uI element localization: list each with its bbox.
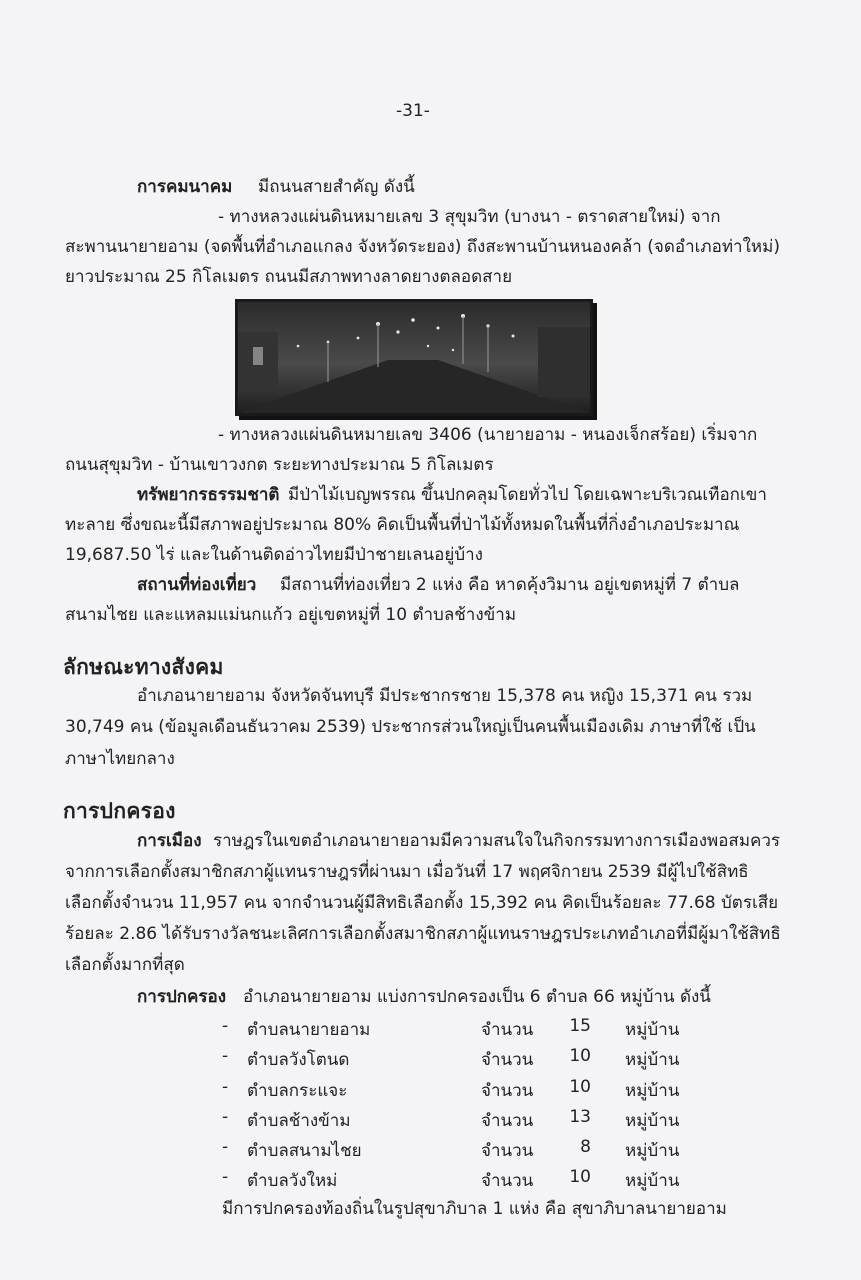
count-label: จำนวน: [481, 1020, 534, 1040]
politics-line2: จากการเลือกตั้งสมาชิกสภาผู้แทนราษฎรที่ผ่านมา เมื่อวันที่ 17 พฤศจิกายน 2539 มีผู้ไปใช้สิทธิ: [65, 862, 749, 882]
unit-label: หมู่บ้าน: [625, 1111, 680, 1131]
unit-label: หมู่บ้าน: [625, 1141, 680, 1161]
subdistrict-name: ตำบลวังใหม่: [247, 1171, 338, 1191]
subdistrict-name: ตำบลนายายอาม: [247, 1020, 371, 1040]
unit-label: หมู่บ้าน: [625, 1171, 680, 1191]
road2-line2: ถนนสุขุมวิท - บ้านเขาวงกต ระยะทางประมาณ 5 กิโลเมตร: [65, 455, 494, 475]
tourism-line1: มีสถานที่ท่องเที่ยว 2 แห่ง คือ หาดคุ้งวิมาน อยู่เขตหมู่ที่ 7 ตำบล: [280, 575, 740, 595]
social-heading: ลักษณะทางสังคม: [63, 655, 224, 679]
bullet-dash: -: [222, 1046, 229, 1066]
transport-heading: การคมนาคม: [137, 177, 233, 197]
subdistrict-name: ตำบลสนามไชย: [247, 1141, 362, 1161]
count-label: จำนวน: [481, 1050, 534, 1070]
social-line1: อำเภอนายายอาม จังหวัดจันทบุรี มีประชากรชาย 15,378 คน หญิง 15,371 คน รวม: [137, 686, 753, 706]
road1-line1: - ทางหลวงแผ่นดินหมายเลข 3 สุขุมวิท (บางนา - ตราดสายใหม่) จาก: [218, 207, 721, 227]
road-photo-image: [238, 302, 590, 413]
village-count: 15: [569, 1016, 591, 1036]
village-count: 8: [580, 1137, 591, 1157]
tourism-line2: สนามไชย และแหลมแม่นกแก้ว อยู่เขตหมู่ที่ 10 ตำบลช้างข้าม: [65, 605, 517, 625]
road-night-photo: [235, 299, 593, 416]
politics-line1: ราษฎรในเขตอำเภอนายายอามมีความสนใจในกิจกรรมทางการเมืองพอสมควร: [213, 831, 781, 851]
page-number: -31-: [396, 101, 430, 121]
subdistrict-name: ตำบลกระแจะ: [247, 1081, 348, 1101]
admin-heading: การปกครอง: [137, 987, 227, 1007]
bullet-dash: -: [222, 1167, 229, 1187]
village-count: 10: [569, 1046, 591, 1066]
politics-line3: เลือกตั้งจำนวน 11,957 คน จากจำนวนผู้มีสิทธิเลือกตั้ง 15,392 คน คิดเป็นร้อยละ 77.68 บัตรเสีย: [65, 893, 779, 913]
subdistrict-name: ตำบลวังโตนด: [247, 1050, 350, 1070]
unit-label: หมู่บ้าน: [625, 1020, 680, 1040]
count-label: จำนวน: [481, 1141, 534, 1161]
bullet-dash: -: [222, 1077, 229, 1097]
unit-label: หมู่บ้าน: [625, 1050, 680, 1070]
transport-intro: มีถนนสายสำคัญ ดังนี้: [258, 177, 415, 197]
village-count: 10: [569, 1077, 591, 1097]
social-line3: ภาษาไทยกลาง: [65, 749, 175, 769]
road1-line3: ยาวประมาณ 25 กิโลเมตร ถนนมีสภาพทางลาดยางตลอดสาย: [65, 267, 513, 287]
count-label: จำนวน: [481, 1171, 534, 1191]
subdistrict-name: ตำบลช้างข้าม: [247, 1111, 351, 1131]
count-label: จำนวน: [481, 1111, 534, 1131]
village-count: 10: [569, 1167, 591, 1187]
social-line2: 30,749 คน (ข้อมูลเดือนธันวาคม 2539) ประชากรส่วนใหญ่เป็นคนพื้นเมืองเดิม ภาษาที่ใช้ เป็น: [65, 717, 756, 737]
unit-label: หมู่บ้าน: [625, 1081, 680, 1101]
politics-heading: การเมือง: [137, 831, 202, 851]
admin-intro: อำเภอนายายอาม แบ่งการปกครองเป็น 6 ตำบล 66 หมู่บ้าน ดังนี้: [243, 987, 711, 1007]
politics-line4: ร้อยละ 2.86 ได้รับรางวัลชนะเลิศการเลือกตั้งสมาชิกสภาผู้แทนราษฎรประเภทอำเภอที่มีผู้มาใช้สิทธิ: [65, 924, 781, 944]
governance-heading: การปกครอง: [63, 799, 176, 823]
bullet-dash: -: [222, 1137, 229, 1157]
natural-line3: 19,687.50 ไร่ และในด้านติดอ่าวไทยมีป่าชายเลนอยู่บ้าง: [65, 545, 483, 565]
natural-line2: ทะลาย ซึ่งขณะนี้มีสภาพอยู่ประมาณ 80% คิดเป็นพื้นที่ป่าไม้ทั้งหมดในพื้นที่กิ่งอำเภอประมาณ: [65, 515, 740, 535]
local-admin-line: มีการปกครองท้องถิ่นในรูปสุขาภิบาล 1 แห่ง คือ สุขาภิบาลนายายอาม: [222, 1199, 727, 1219]
politics-line5: เลือกตั้งมากที่สุด: [65, 955, 185, 975]
road2-line1: - ทางหลวงแผ่นดินหมายเลข 3406 (นายายอาม - หนองเจ็กสร้อย) เริ่มจาก: [218, 425, 758, 445]
natural-line1: มีป่าไม้เบญพรรณ ขึ้นปกคลุมโดยทั่วไป โดยเฉพาะบริเวณเทือกเขา: [288, 485, 767, 505]
bullet-dash: -: [222, 1107, 229, 1127]
village-count: 13: [569, 1107, 591, 1127]
bullet-dash: -: [222, 1016, 229, 1036]
natural-heading: ทรัพยากรธรรมชาติ: [137, 485, 280, 505]
road1-line2: สะพานนายายอาม (จดพื้นที่อำเภอแกลง จังหวัดระยอง) ถึงสะพานบ้านหนองคล้า (จดอำเภอท่าใหม่): [65, 237, 780, 257]
count-label: จำนวน: [481, 1081, 534, 1101]
tourism-heading: สถานที่ท่องเที่ยว: [137, 575, 257, 595]
